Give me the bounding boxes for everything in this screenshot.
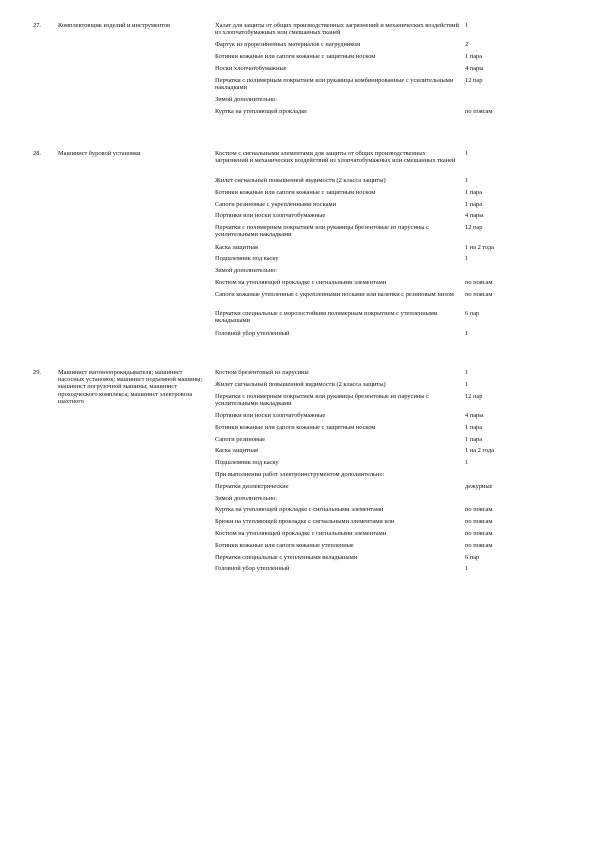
ppe-item-quantity: 12 пар [465,76,483,84]
ppe-item-name: Ботинки кожаные или сапоги кожаные с защитным носком [215,53,376,61]
ppe-item-quantity: 1 [465,255,469,263]
ppe-item-name: Халат для защиты от общих производственных загрязнений и механических воздействий из хлопчатобумажных или смешанных тканей [215,22,459,37]
ppe-item-name: Головной убор утепленный [215,565,290,573]
ppe-item-name: Жилет сигнальный повышенной видимости (2 класса защиты) [215,177,386,184]
ppe-item-quantity: 4 пары [465,212,484,220]
ppe-item-name: Костюм на утепляющей прокладке с сигнальными элементами [215,279,387,286]
ppe-item-quantity: 6 пар [465,310,480,318]
ppe-item-quantity: 1 [465,329,469,337]
ppe-item-name: Фартук из прорезиненных материалов с нагрудником [215,41,361,49]
ppe-item-quantity: по поясам [465,108,493,115]
ppe-item-quantity: 1 [465,22,469,29]
ppe-item-name: Подшлемник под каску [215,459,279,467]
ppe-item-quantity: по поясам [465,541,493,549]
ppe-item-name: Подшлемник под каску [215,255,279,263]
ppe-item-quantity: 1 [465,177,469,184]
row-number: 28. [33,150,41,157]
position-title: Машинист буровой установки [58,150,141,157]
ppe-item-quantity: 1 [465,459,469,467]
ppe-item-quantity: 4 пары [465,65,484,72]
row-number: 29. [33,369,41,376]
ppe-item-name: Куртка на утепляющей прокладке с сигнальными элементами [215,506,384,514]
ppe-item-quantity: 1 пара [465,200,483,208]
ppe-item-name: Сапоги резиновые [215,435,266,443]
ppe-item-quantity: дежурные [465,482,493,490]
ppe-item-quantity: по поясам [465,518,493,526]
row-number: 27. [33,22,41,29]
ppe-item-name: Сапоги кожаные утепленные с укрепленными носками или валенки с резиновым низом [215,290,454,298]
ppe-item-name: Головной убор утепленный [215,329,290,337]
ppe-item-quantity: по поясам [465,290,493,298]
ppe-item-quantity: 1 [465,150,469,157]
ppe-item-name: Брюки на утепляющей прокладке с сигнальными элементами или [215,518,395,526]
ppe-item-quantity: 1 пара [465,188,483,196]
ppe-item-name: Сапоги резиновые с укрепленными носками [215,200,337,208]
ppe-item-quantity: 4 пары [465,412,484,419]
ppe-item-quantity: 12 пар [465,392,483,400]
ppe-item-name: Костюм с сигнальными элементами для защиты от общих производственных загрязнений и механических воздействий из хлопчатобумажных или смешанных тканей [215,150,456,165]
ppe-item-quantity: 6 пар [465,553,480,561]
ppe-item-name: Перчатки специальные с морозостойким полимерным покрытием с утепленными вкладышами [215,310,438,325]
ppe-item-quantity: 1 на 2 года [465,447,495,455]
ppe-item-quantity: 1 [465,565,469,573]
ppe-item-quantity: 12 пар [465,224,483,232]
ppe-item-name: Портянки или носки хлопчатобумажные [215,412,326,419]
ppe-item-quantity: 1 [465,380,469,388]
ppe-item-name: Костюм брезентовый из парусины [215,369,309,376]
ppe-item-quantity: по поясам [465,279,493,286]
ppe-item-quantity: 1 пара [465,423,483,431]
ppe-item-name: Перчатки специальные с утепленными вкладышами [215,553,358,561]
position-title: Машинист вагоноопрокидывателя; машинист насосных установок; машинист подъемной машины; машинист погрузочной машины; машинист проходческого комплекса; машинист электровоза шахтного [58,369,203,405]
ppe-item-quantity: 1 на 2 года [465,243,495,251]
ppe-item-name: Портянки или носки хлопчатобумажные [215,212,326,220]
ppe-item-name: Носки хлопчатобумажные [215,65,287,72]
ppe-item-quantity: 1 пара [465,53,483,61]
ppe-item-name: Перчатки с полимерным покрытием или рукавицы брезентовые из парусины с усилительными накладками [215,224,430,239]
ppe-item-quantity: 1 пара [465,435,483,443]
ppe-item-name: Ботинки кожаные или сапоги кожаные с защитным носком [215,423,376,431]
position-title: Комплектовщик изделий и инструментов [58,22,171,29]
ppe-item-quantity: по поясам [465,506,493,514]
ppe-item-quantity: 2 [465,41,469,49]
ppe-item-name: Ботинки кожаные или сапоги кожаные утепленные [215,541,354,549]
ppe-item-name: При выполнении работ электроинструментом дополнительно: [215,471,385,478]
ppe-item-name: Зимой дополнительно: [215,96,278,104]
ppe-item-name: Перчатки с полимерным покрытием или рукавицы брезентовые из парусины с усилительными накладками [215,392,430,407]
ppe-item-name: Жилет сигнальный повышенной видимости (2 класса защиты) [215,380,386,388]
ppe-item-name: Зимой дополнительно: [215,267,278,275]
ppe-item-name: Перчатки диэлектрические [215,482,289,490]
ppe-item-name: Зимой дополнительно: [215,494,278,502]
ppe-item-name: Каска защитная [215,447,258,455]
ppe-item-quantity: по поясам [465,530,493,537]
ppe-item-quantity: 1 [465,369,469,376]
ppe-item-name: Ботинки кожаные или сапоги кожаные с защитным носком [215,188,376,196]
ppe-item-name: Перчатки с полимерным покрытием или рукавицы комбинированные с усилительными накладками [215,76,454,91]
ppe-item-name: Каска защитная [215,243,258,251]
ppe-item-name: Костюм на утепляющей прокладке с сигнальными элементами [215,530,387,537]
ppe-item-name: Куртка на утепляющей прокладке [215,108,308,115]
